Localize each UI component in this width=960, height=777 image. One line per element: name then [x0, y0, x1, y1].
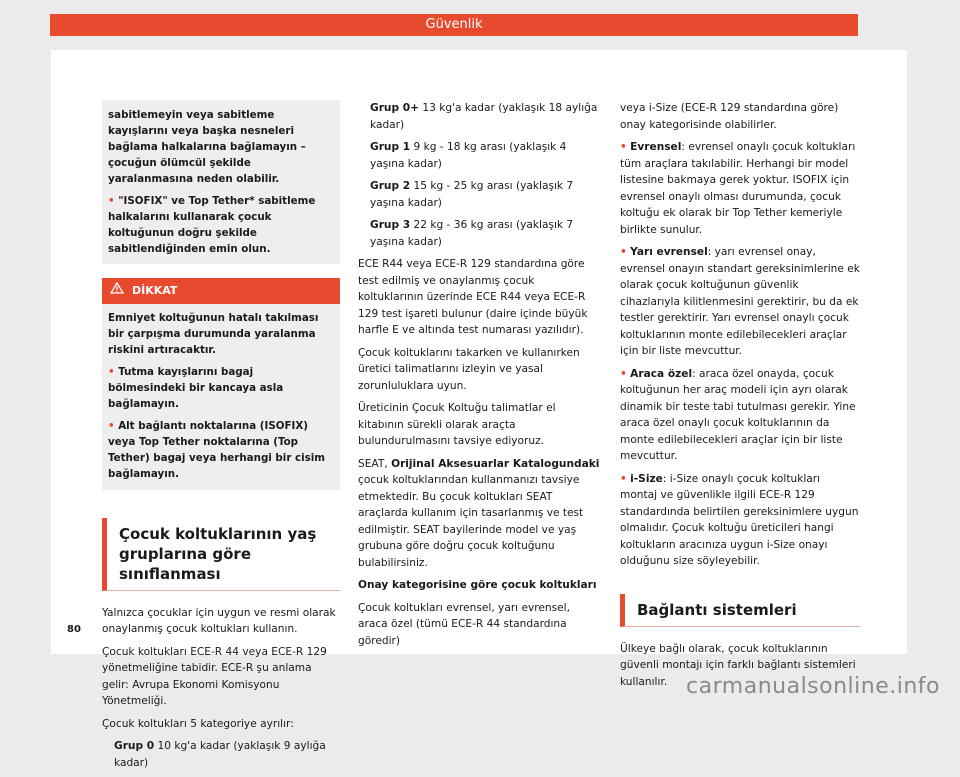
bullet-icon: • — [620, 472, 627, 485]
column-left — [102, 100, 340, 777]
group-text: 13 kg'a kadar (yaklaşık 18 aylığa kadar) — [370, 102, 598, 131]
warning-bullet-item — [108, 364, 334, 412]
page-number: 80 — [67, 624, 81, 635]
bullet-icon: • — [108, 419, 115, 432]
group-label: Grup 0 — [114, 740, 155, 752]
warning-header — [102, 278, 340, 304]
bullet-icon: • — [620, 246, 627, 258]
bullet-text: Alt bağlantı noktalarına (ISOFIX) veya Top Tether noktalarına (Top Tether) bagaj veya herhangi bir cisim bağlamayın. — [108, 419, 326, 480]
paragraph: Çocuk koltukları 5 kategoriye ayrılır: — [102, 717, 294, 730]
paragraph: Yalnızca çocuklar için uygun ve resmi olarak onaylanmış çocuk koltukları kullanın. — [102, 606, 336, 635]
paragraph: Çocuk koltuklarını takarken ve kullanırken üretici talimatlarını izleyin ve yasal zorunluluklara uyun. — [358, 346, 580, 392]
warning-text: sabitlemeyin veya sabitleme kayışlarını veya başka nesneleri bağlama halkalarına bağlamayın – çocuğun ölümcül şekilde yaralanmasına neden olabilir. — [108, 109, 306, 185]
bullet-icon: • — [108, 195, 115, 207]
group-label: Grup 3 — [370, 219, 411, 231]
group-text: 15 kg - 25 kg arası (yaklaşık 7 yaşına kadar) — [370, 180, 574, 209]
group-item — [358, 178, 602, 211]
paragraph-text: SEAT, — [358, 457, 392, 470]
group-label: Grup 1 — [370, 141, 411, 153]
category-item — [620, 366, 860, 465]
category-label: Araca özel — [630, 367, 693, 380]
section-heading: Bağlantı sistemleri — [620, 594, 860, 627]
section-header: Güvenlik — [50, 14, 858, 36]
warning-bullet-item — [108, 193, 334, 257]
category-text: : i-Size onaylı çocuk koltukları montaj ve güvenlikle ilgili ECE-R 129 standardında belirtilen gereksinimlere uygun olmalıdır. Çocuk koltuğu üreticileri hangi koltukların aracınıza uygun i-Size onayı olduğunu size söyleyebilir. — [620, 472, 859, 567]
group-label: Grup 2 — [370, 180, 411, 192]
paragraph: Çocuk koltukları ECE-R 44 veya ECE-R 129 yönetmeliğine tabidir. ECE-R şu anlama gelir: Avrupa Ekonomi Komisyonu Yönetmeliği. — [102, 645, 327, 707]
warning-text: Emniyet koltuğunun hatalı takılması bir çarpışma durumunda yaralanma riskini artıracaktır. — [108, 311, 319, 356]
group-item — [358, 139, 602, 172]
group-item — [358, 217, 602, 250]
group-item — [358, 100, 602, 133]
paragraph: veya i-Size (ECE-R 129 standardına göre) onay kategorisinde olabilirler. — [620, 102, 839, 131]
category-item — [620, 244, 860, 360]
group-text: 10 kg'a kadar (yaklaşık 9 aylığa kadar) — [114, 740, 326, 769]
warning-triangle-icon — [110, 282, 124, 300]
category-item — [620, 471, 860, 570]
watermark-text: carmanualsonline.info — [686, 674, 940, 699]
bullet-icon: • — [108, 365, 115, 378]
group-text: 22 kg - 36 kg arası (yaklaşık 7 yaşına kadar) — [370, 219, 574, 248]
category-label: Evrensel — [630, 141, 682, 153]
category-label: i-Size — [630, 472, 663, 485]
bullet-text: Tutma kayışlarını bagaj bölmesindeki bir kancaya asla bağlamayın. — [108, 365, 284, 410]
group-text: 9 kg - 18 kg arası (yaklaşık 4 yaşına kadar) — [370, 141, 567, 170]
continued-warning-block — [102, 100, 340, 264]
category-text: : araca özel onayda, çocuk koltuğunun her araç modeli için ayrı olarak dinamik bir teste tabi tutulması gerekir. Yine araca özel onaylı çocuk koltuklarının da monte edilebilecekleri araçlar için bir liste mevcuttur. — [620, 367, 856, 462]
group-label: Grup 0+ — [370, 102, 419, 114]
warning-bullet-item — [108, 418, 334, 482]
bullet-icon: • — [620, 367, 627, 380]
bullet-text: "ISOFIX" ve Top Tether* sabitleme halkalarını kullanarak çocuk koltuğunun doğru şekilde sabitlendiğinden emin olun. — [108, 195, 316, 255]
warning-body — [102, 304, 340, 490]
subheading: Onay kategorisine göre çocuk koltukları — [358, 579, 597, 591]
category-text: : yarı evrensel onay, evrensel onayın standart gereksinimlerine ek olarak çocuk koltuğunun güvenlik cihazlarıyla kilitlenmesini gerektirir, bu da ek testler gerektirir. Yarı evrensel onaylı çocuk koltuklarının monte edilebilecekleri araçlar için bir liste mevcuttur. — [620, 246, 860, 357]
paragraph — [358, 456, 602, 572]
paragraph: Ülkeye bağlı olarak, çocuk koltuklarının güvenli montajı için farklı bağlantı sistemleri kullanılır. — [620, 642, 856, 688]
paragraph: Çocuk koltukları evrensel, yarı evrensel, araca özel (tümü ECE-R 44 standardına göredir) — [358, 601, 570, 647]
column-right — [620, 100, 860, 696]
paragraph: Üreticinin Çocuk Koltuğu talimatlar el kitabının sürekli olarak araçta bulundurulmasını tavsiye ediyoruz. — [358, 402, 556, 447]
catalog-link-text: Orijinal Aksesuarlar Katalogundaki — [391, 457, 600, 470]
paragraph-text: çocuk koltuklarından kullanmanızı tavsiye etmektedir. Bu çocuk koltukları SEAT araçlarda kullanım için tasarlanmış ve test edilmiştir. SEAT bayilerinde model ve yaş grubuna göre doğru çocuk koltuğunu bulabilirsiniz. — [358, 474, 584, 569]
category-item — [620, 139, 860, 238]
group-item — [102, 738, 340, 771]
bullet-icon: • — [620, 141, 627, 153]
column-middle — [358, 100, 602, 655]
section-heading: Çocuk koltuklarının yaş gruplarına göre sınıflanması — [102, 518, 340, 591]
paragraph: ECE R44 veya ECE-R 129 standardına göre test edilmiş ve onaylanmış çocuk koltuklarının üzerinde ECE R44 veya ECE-R 129 test işareti bulunur (daire içinde büyük harfle E ve altında test numarası yazılıdır). — [358, 258, 588, 336]
warning-title: DİKKAT — [132, 283, 178, 297]
category-text: : evrensel onaylı çocuk koltukları tüm araçlara takılabilir. Herhangi bir model listesine bakmaya gerek yoktur. ISOFIX için evrensel onaylı olması durumunda, çocuk koltuğu ek olarak bir Top Tether kemeriyle birlikte sunulur. — [620, 141, 856, 236]
category-label: Yarı evrensel — [630, 246, 708, 258]
